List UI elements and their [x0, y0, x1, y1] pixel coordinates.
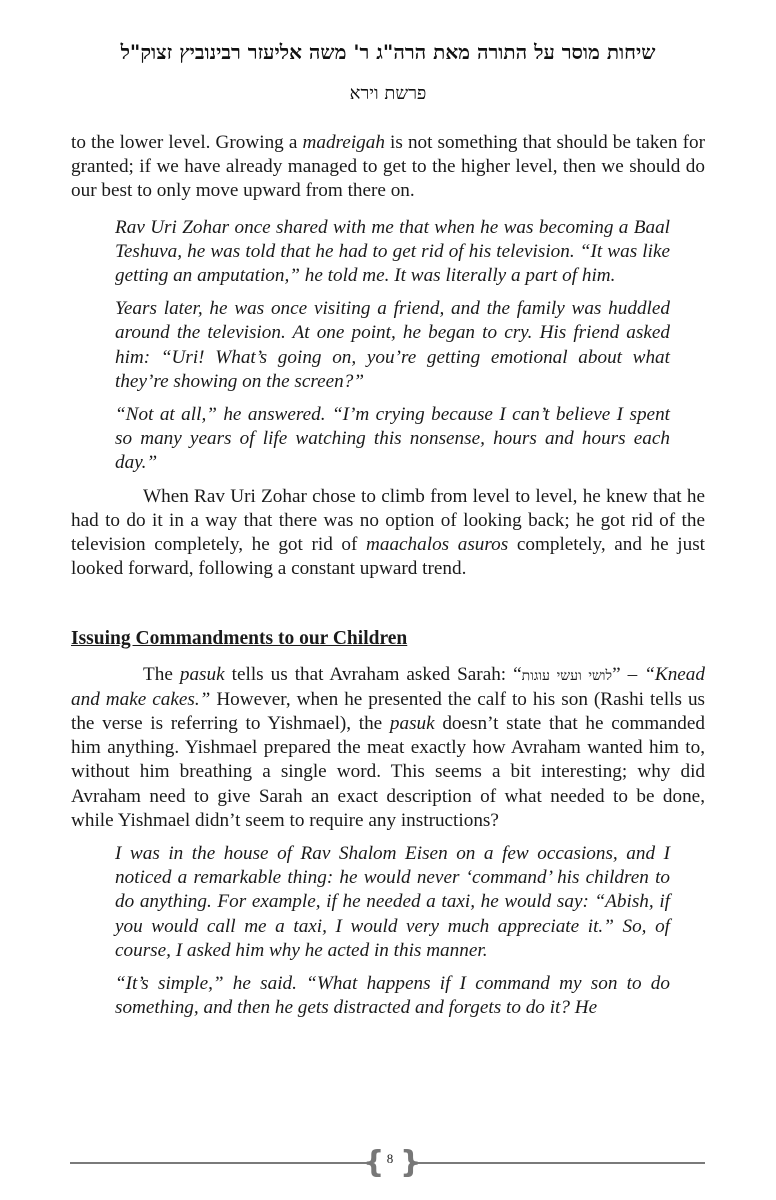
text-run: is not something that should be taken for granted; if we have already managed to get to the higher level, then we should do our best to only move upward from there on. [71, 132, 705, 202]
text-run: doesn’t state that he commanded him anything. Yishmael prepared the meat exactly how Avraham wanted him to, without him breathing a single word. This seems a bit interesting; why did Avraham need to give Sarah an exact description of what needed to be done, while Yishmael didn’t seem to require any instructions? [71, 713, 705, 831]
block-quote: “Not at all,” he answered. “I’m crying because I can’t believe I spent so many years of life watching this nonsense, hours and hours each day.” [115, 404, 670, 474]
footer-rule-right [410, 1162, 705, 1164]
running-header-title: שיחות מוסר על התורה מאת הרה"ג ר' משה אליעזר רבינוביץ זצוק"ל [120, 40, 656, 64]
right-brace-icon: } [400, 1145, 422, 1180]
body-paragraph [71, 485, 705, 582]
block-quote: “It’s simple,” he said. “What happens if I command my son to do something, and then he gets distracted and forgets to do it? He [115, 973, 670, 1019]
block-quote: Rav Uri Zohar once shared with me that when he was becoming a Baal Teshuva, he was told that he had to get rid of his television. “It was like getting an amputation,” he told me. It was literally a part of him. [115, 216, 670, 287]
hebrew-quote: לושי ועשי עוגות [521, 667, 613, 684]
text-run: completely, and he just looked forward, following a constant upward trend. [71, 534, 705, 580]
text-run: The [143, 663, 180, 685]
page-content [71, 131, 705, 1021]
block-quote: I was in the house of Rav Shalom Eisen on a few occasions, and I noticed a remarkable thing: he would never ‘command’ his children to do anything. For example, if he needed a taxi, he would say: “Abish, if you would call me a taxi, I would very much appreciate it.” So, of course, I asked him why he acted in this manner. [115, 843, 670, 961]
italic-translation: “Knead and make cakes.” [71, 663, 705, 710]
text-run: When Rav Uri Zohar chose to climb from level to level, he knew that he had to do it in a way that there was no option of looking back; he got rid of the television completely, he got rid of [71, 485, 705, 556]
page-number: 8 [386, 1151, 394, 1166]
footer-rule-left [70, 1162, 367, 1164]
body-paragraph [71, 663, 705, 833]
left-brace-icon: { [363, 1145, 385, 1180]
italic-term: maachalos asuros [366, 534, 509, 556]
text-run: ” – [612, 663, 645, 685]
section-heading: Issuing Commandments to our Children [71, 628, 408, 650]
italic-term: pasuk [389, 713, 435, 735]
text-run: tells us that Avraham asked Sarah: “ [224, 663, 522, 685]
block-quote: Years later, he was once visiting a friend, and the family was huddled around the television. At one point, he began to cry. His friend asked him: “Uri! What’s going on, you’re getting emotional about what they’re showing on the screen?” [115, 298, 670, 392]
text-run: However, when he presented the calf to his son (Rashi tells us the verse is referring to Yishmael), the [71, 688, 706, 735]
italic-term: pasuk [179, 663, 225, 685]
text-run: to the lower level. Growing a [71, 132, 303, 153]
italic-term: madreigah [302, 132, 385, 153]
running-header-parsha: פרשת וירא [349, 83, 427, 104]
body-paragraph [71, 131, 705, 204]
